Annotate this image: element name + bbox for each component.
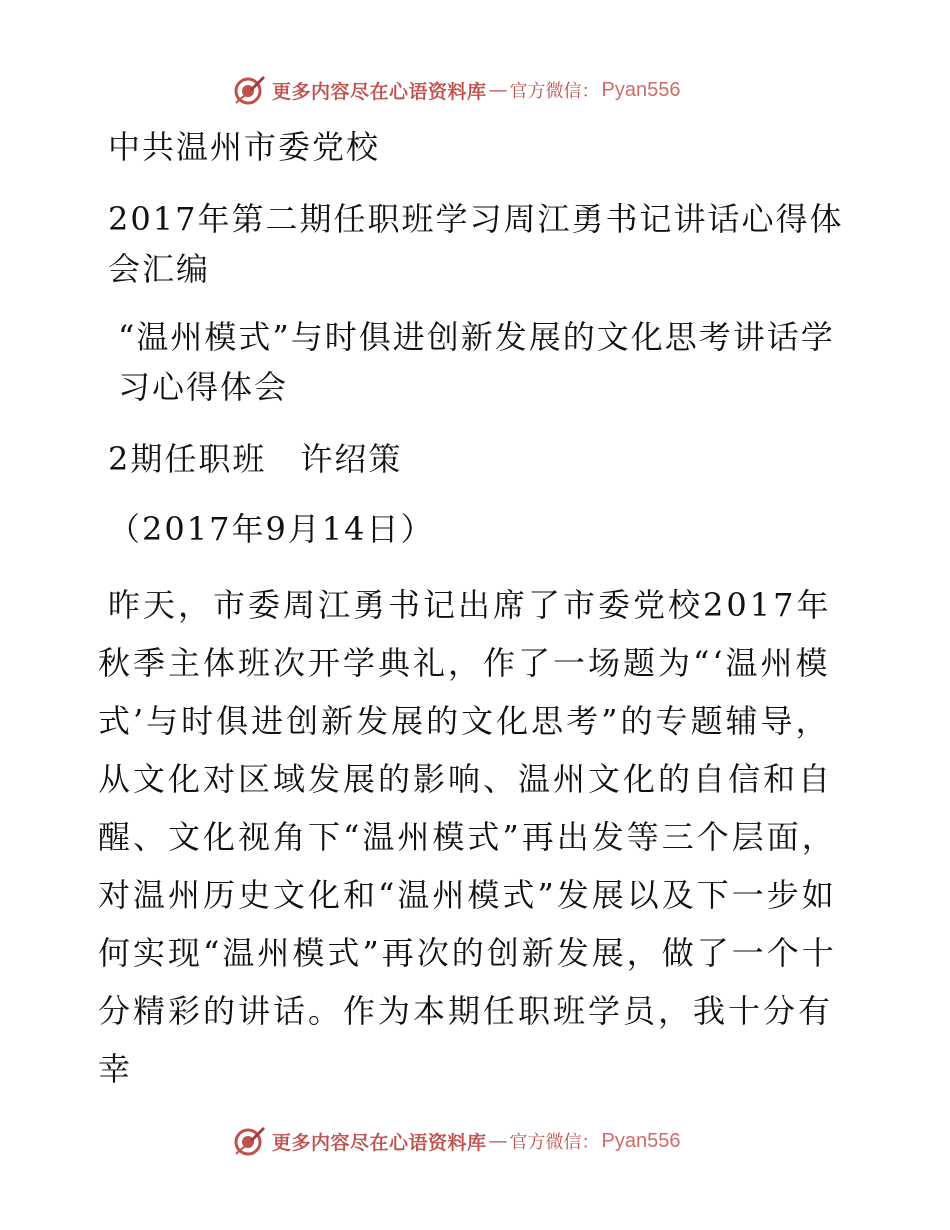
watermark-wechat-label: 官方微信： <box>509 1132 600 1153</box>
document-date: （2017年9月14日） <box>108 510 435 548</box>
watermark-separator: — <box>488 1130 508 1152</box>
stamp-pen-logo-icon <box>232 1124 266 1158</box>
stamp-pen-logo-icon <box>232 73 266 107</box>
watermark-banner-top <box>232 70 752 110</box>
watermark-banner-bottom <box>232 1121 752 1161</box>
document-subtitle: “温州模式”与时俱进创新发展的文化思考讲话学习心得体会 <box>118 318 835 406</box>
watermark-text: 更多内容尽在心语资料库 <box>272 80 487 103</box>
author-line: 2期任职班 许绍策 <box>108 440 403 478</box>
watermark-wechat-id: Pyan556 <box>601 1129 681 1152</box>
document-body <box>98 122 858 1098</box>
document-title: 2017年第二期任职班学习周江勇书记讲话心得体会汇编 <box>108 200 844 288</box>
body-paragraph: 昨天，市委周江勇书记出席了市委党校2017年秋季主体班次开学典礼，作了一场题为“‘温州模式’与时俱进创新发展的文化思考”的专题辅导，从文化对区域发展的影响、温州文化的自信和自醒、文化视角下“温州模式”再出发等三个层面，对温州历史文化和“温州模式”发展以及下一步如何实现“温州模式”再次的创新发展，做了一个十分精彩的讲话。作为本期任职班学员，我十分有幸 <box>98 586 837 1088</box>
watermark-wechat-id: Pyan556 <box>601 78 681 101</box>
organization-name: 中共温州市委党校 <box>108 128 381 166</box>
watermark-wechat-label: 官方微信： <box>509 81 600 102</box>
watermark-separator: — <box>488 79 508 101</box>
watermark-text: 更多内容尽在心语资料库 <box>272 1131 487 1154</box>
